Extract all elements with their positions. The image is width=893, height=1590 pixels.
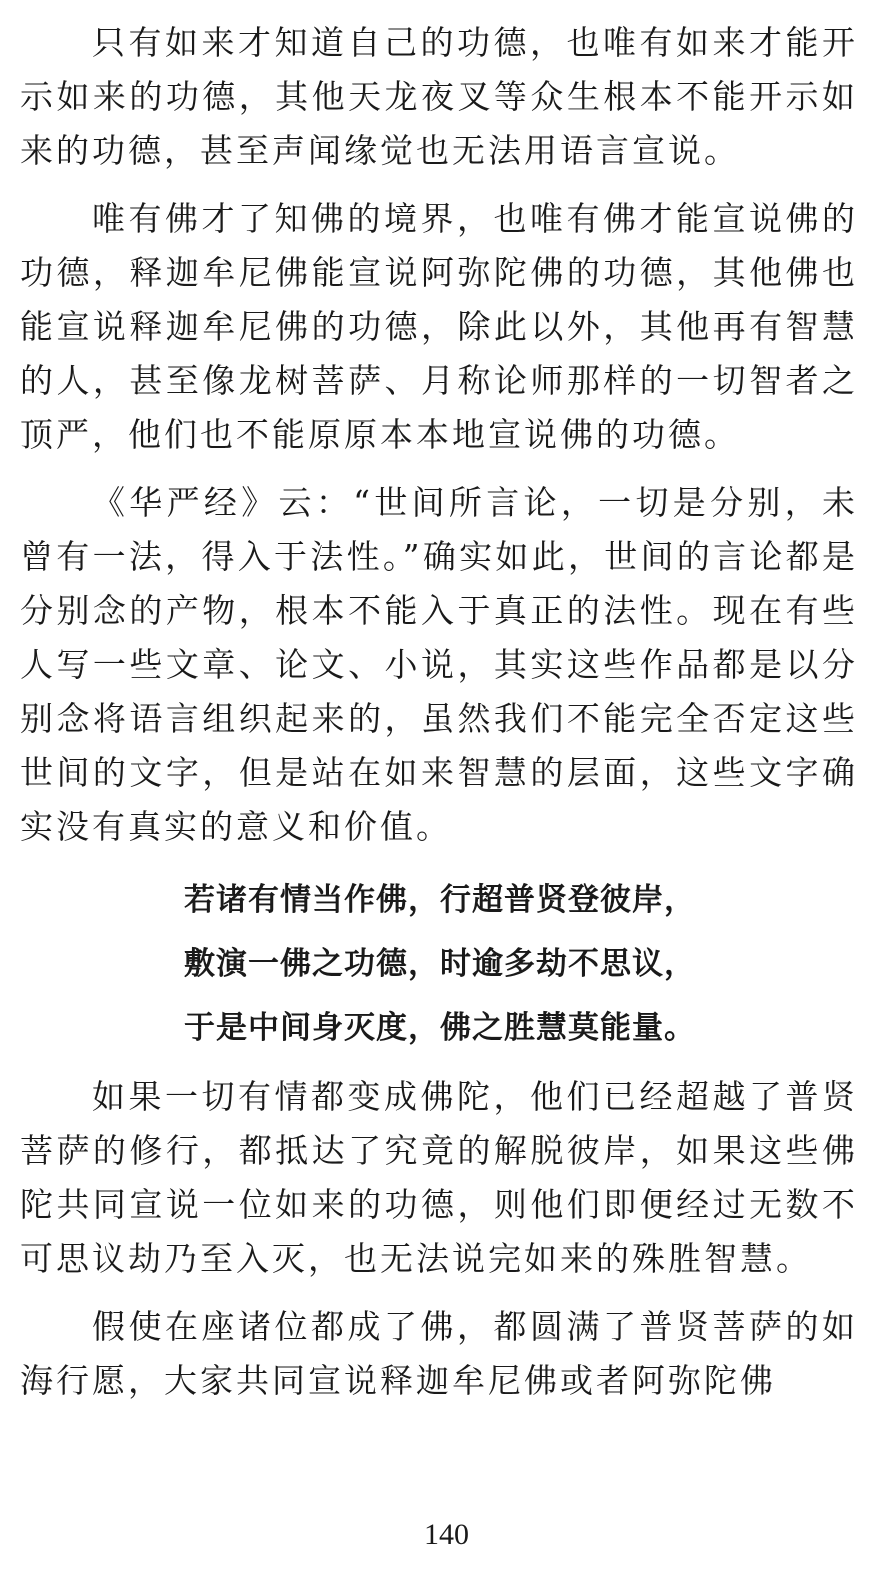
verse-line: 于是中间身灭度，佛之胜慧莫能量。 [184, 1010, 696, 1046]
verse-line: 若诸有情当作佛，行超普贤登彼岸， [184, 882, 696, 918]
page-number: 140 [424, 1518, 469, 1551]
verse-line: 敷演一佛之功德，时逾多劫不思议， [184, 946, 696, 982]
page-body [20, 16, 858, 1422]
paragraph: 假使在座诸位都成了佛，都圆满了普贤菩萨的如海行愿，大家共同宣说释迦牟尼佛或者阿弥陀佛 [20, 1307, 858, 1400]
verse-block [20, 868, 858, 1060]
paragraph: 如果一切有情都变成佛陀，他们已经超越了普贤菩萨的修行，都抵达了究竟的解脱彼岸，如果这些佛陀共同宣说一位如来的功德，则他们即便经过无数不可思议劫乃至入灭，也无法说完如来的殊胜智慧。 [20, 1077, 858, 1278]
paragraph: 《华严经》云：“世间所言论，一切是分别，未曾有一法，得入于法性。”确实如此，世间的言论都是分别念的产物，根本不能入于真正的法性。现在有些人写一些文章、论文、小说，其实这些作品都是以分别念将语言组织起来的，虽然我们不能完全否定这些世间的文字，但是站在如来智慧的层面，这些文字确实没有真实的意义和价值。 [20, 483, 858, 846]
paragraph: 只有如来才知道自己的功德，也唯有如来才能开示如来的功德，其他天龙夜叉等众生根本不能开示如来的功德，甚至声闻缘觉也无法用语言宣说。 [20, 23, 858, 170]
paragraph: 唯有佛才了知佛的境界，也唯有佛才能宣说佛的功德，释迦牟尼佛能宣说阿弥陀佛的功德，其他佛也能宣说释迦牟尼佛的功德，除此以外，其他再有智慧的人，甚至像龙树菩萨、月称论师那样的一切智者之顶严，他们也不能原原本本地宣说佛的功德。 [20, 199, 858, 454]
